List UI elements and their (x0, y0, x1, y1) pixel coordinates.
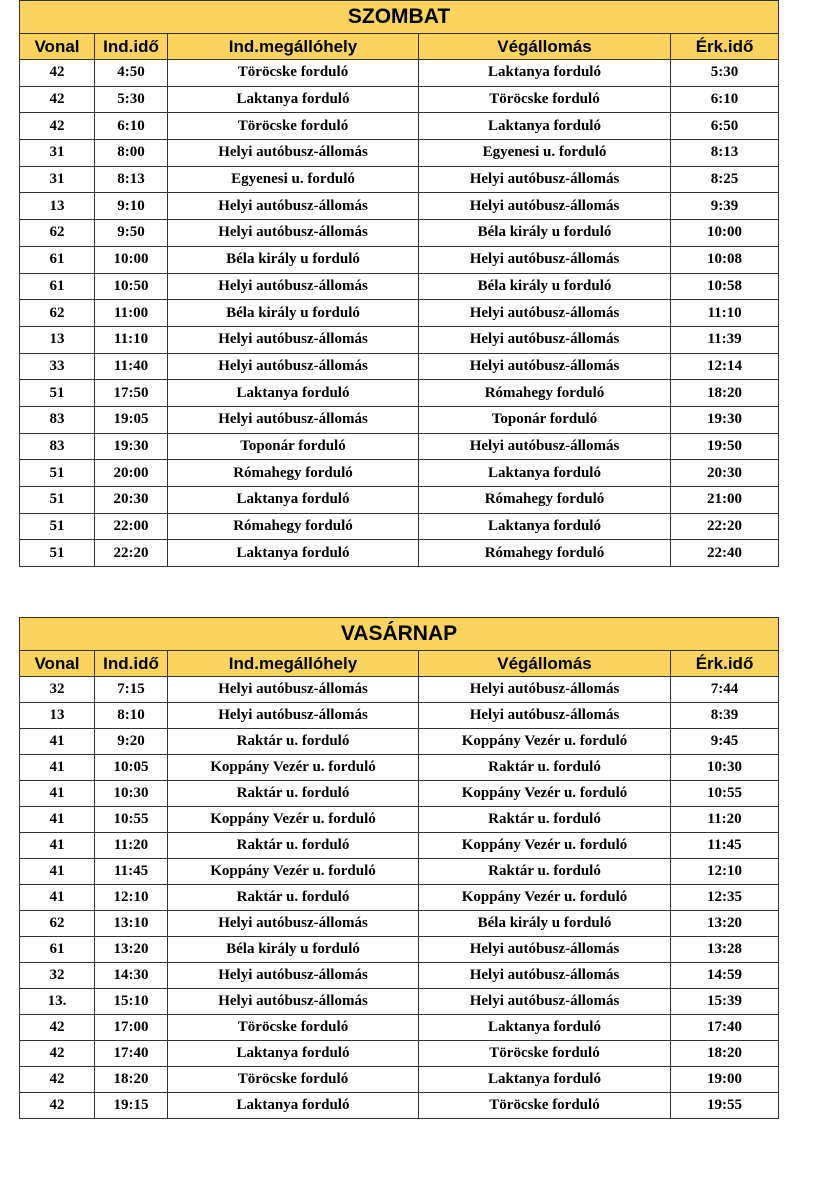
cell-departure-time: 9:20 (95, 729, 168, 755)
cell-line: 42 (20, 1093, 95, 1119)
cell-departure-time: 18:20 (95, 1067, 168, 1093)
cell-departure-time: 20:30 (95, 487, 168, 514)
cell-line: 41 (20, 885, 95, 911)
cell-arrival-time: 20:30 (671, 460, 779, 487)
cell-line: 41 (20, 859, 95, 885)
cell-departure-stop: Helyi autóbusz-állomás (168, 406, 419, 433)
cell-terminus: Egyenesi u. forduló (419, 140, 671, 167)
cell-departure-stop: Töröcske forduló (168, 113, 419, 140)
table-row (20, 380, 779, 407)
cell-arrival-time: 11:39 (671, 326, 779, 353)
cell-departure-time: 9:50 (95, 220, 168, 247)
cell-line: 13 (20, 703, 95, 729)
cell-arrival-time: 21:00 (671, 487, 779, 514)
cell-line: 61 (20, 246, 95, 273)
column-header-line: Vonal (20, 651, 95, 677)
cell-departure-time: 12:10 (95, 885, 168, 911)
cell-arrival-time: 13:20 (671, 911, 779, 937)
cell-arrival-time: 11:20 (671, 807, 779, 833)
sunday-header-row (20, 651, 779, 677)
cell-departure-time: 8:00 (95, 140, 168, 167)
table-row (20, 703, 779, 729)
column-header-line: Vonal (20, 34, 95, 60)
sunday-title: VASÁRNAP (20, 618, 779, 651)
cell-line: 51 (20, 460, 95, 487)
cell-departure-stop: Laktanya forduló (168, 540, 419, 567)
cell-line: 42 (20, 1041, 95, 1067)
cell-departure-stop: Béla király u forduló (168, 246, 419, 273)
cell-line: 51 (20, 513, 95, 540)
cell-terminus: Koppány Vezér u. forduló (419, 729, 671, 755)
cell-arrival-time: 19:55 (671, 1093, 779, 1119)
cell-terminus: Helyi autóbusz-állomás (419, 353, 671, 380)
cell-line: 33 (20, 353, 95, 380)
cell-terminus: Töröcske forduló (419, 1093, 671, 1119)
cell-departure-time: 11:45 (95, 859, 168, 885)
cell-line: 13. (20, 989, 95, 1015)
cell-line: 62 (20, 911, 95, 937)
cell-terminus: Raktár u. forduló (419, 859, 671, 885)
table-row (20, 113, 779, 140)
table-row (20, 781, 779, 807)
table-row (20, 86, 779, 113)
cell-arrival-time: 8:25 (671, 166, 779, 193)
cell-departure-time: 7:15 (95, 677, 168, 703)
cell-terminus: Helyi autóbusz-állomás (419, 703, 671, 729)
cell-arrival-time: 12:35 (671, 885, 779, 911)
cell-departure-stop: Helyi autóbusz-állomás (168, 703, 419, 729)
cell-line: 31 (20, 140, 95, 167)
cell-arrival-time: 19:30 (671, 406, 779, 433)
cell-arrival-time: 19:50 (671, 433, 779, 460)
cell-terminus: Laktanya forduló (419, 60, 671, 87)
column-header-departure-stop: Ind.megállóhely (168, 34, 419, 60)
cell-departure-stop: Toponár forduló (168, 433, 419, 460)
cell-departure-stop: Helyi autóbusz-állomás (168, 677, 419, 703)
cell-departure-stop: Koppány Vezér u. forduló (168, 755, 419, 781)
cell-departure-stop: Koppány Vezér u. forduló (168, 859, 419, 885)
cell-departure-stop: Töröcske forduló (168, 60, 419, 87)
cell-terminus: Helyi autóbusz-állomás (419, 246, 671, 273)
cell-terminus: Laktanya forduló (419, 513, 671, 540)
table-row (20, 166, 779, 193)
cell-line: 51 (20, 380, 95, 407)
cell-terminus: Raktár u. forduló (419, 755, 671, 781)
table-row (20, 60, 779, 87)
cell-departure-stop: Helyi autóbusz-állomás (168, 911, 419, 937)
cell-departure-stop: Béla király u forduló (168, 300, 419, 327)
cell-departure-stop: Laktanya forduló (168, 1041, 419, 1067)
cell-departure-stop: Helyi autóbusz-állomás (168, 353, 419, 380)
table-row (20, 807, 779, 833)
cell-arrival-time: 18:20 (671, 380, 779, 407)
cell-terminus: Raktár u. forduló (419, 807, 671, 833)
cell-arrival-time: 11:45 (671, 833, 779, 859)
cell-arrival-time: 5:30 (671, 60, 779, 87)
cell-terminus: Helyi autóbusz-állomás (419, 326, 671, 353)
table-row (20, 885, 779, 911)
cell-terminus: Béla király u forduló (419, 911, 671, 937)
cell-arrival-time: 18:20 (671, 1041, 779, 1067)
cell-departure-time: 19:15 (95, 1093, 168, 1119)
cell-departure-time: 14:30 (95, 963, 168, 989)
cell-line: 41 (20, 755, 95, 781)
cell-arrival-time: 6:10 (671, 86, 779, 113)
cell-line: 83 (20, 433, 95, 460)
table-row (20, 326, 779, 353)
cell-departure-stop: Helyi autóbusz-állomás (168, 326, 419, 353)
table-row (20, 193, 779, 220)
cell-departure-time: 10:30 (95, 781, 168, 807)
cell-departure-time: 10:55 (95, 807, 168, 833)
cell-arrival-time: 10:30 (671, 755, 779, 781)
cell-departure-time: 19:05 (95, 406, 168, 433)
saturday-timetable (19, 0, 779, 567)
table-row (20, 729, 779, 755)
cell-departure-time: 13:10 (95, 911, 168, 937)
cell-line: 32 (20, 963, 95, 989)
column-header-departure-stop: Ind.megállóhely (168, 651, 419, 677)
cell-departure-time: 6:10 (95, 113, 168, 140)
cell-terminus: Koppány Vezér u. forduló (419, 781, 671, 807)
cell-terminus: Koppány Vezér u. forduló (419, 833, 671, 859)
saturday-rows (20, 60, 779, 567)
table-row (20, 1041, 779, 1067)
cell-departure-stop: Raktár u. forduló (168, 885, 419, 911)
cell-departure-stop: Laktanya forduló (168, 86, 419, 113)
cell-departure-stop: Rómahegy forduló (168, 513, 419, 540)
cell-departure-time: 17:00 (95, 1015, 168, 1041)
cell-line: 31 (20, 166, 95, 193)
cell-departure-stop: Raktár u. forduló (168, 833, 419, 859)
sunday-timetable (19, 617, 779, 1119)
table-row (20, 273, 779, 300)
table-row (20, 677, 779, 703)
cell-departure-time: 17:40 (95, 1041, 168, 1067)
cell-terminus: Helyi autóbusz-állomás (419, 166, 671, 193)
table-row (20, 353, 779, 380)
cell-terminus: Koppány Vezér u. forduló (419, 885, 671, 911)
cell-departure-time: 19:30 (95, 433, 168, 460)
cell-departure-time: 5:30 (95, 86, 168, 113)
cell-terminus: Töröcske forduló (419, 1041, 671, 1067)
cell-line: 32 (20, 677, 95, 703)
cell-arrival-time: 15:39 (671, 989, 779, 1015)
cell-departure-stop: Laktanya forduló (168, 487, 419, 514)
cell-departure-time: 10:05 (95, 755, 168, 781)
cell-line: 61 (20, 937, 95, 963)
cell-terminus: Helyi autóbusz-állomás (419, 433, 671, 460)
cell-arrival-time: 22:20 (671, 513, 779, 540)
table-row (20, 937, 779, 963)
cell-departure-time: 20:00 (95, 460, 168, 487)
table-row (20, 540, 779, 567)
cell-line: 41 (20, 729, 95, 755)
cell-departure-time: 10:00 (95, 246, 168, 273)
saturday-title: SZOMBAT (20, 1, 779, 34)
cell-departure-time: 11:20 (95, 833, 168, 859)
cell-departure-time: 4:50 (95, 60, 168, 87)
column-header-arrival-time: Érk.idő (671, 651, 779, 677)
cell-departure-stop: Helyi autóbusz-állomás (168, 220, 419, 247)
cell-departure-time: 11:00 (95, 300, 168, 327)
cell-arrival-time: 7:44 (671, 677, 779, 703)
table-row (20, 140, 779, 167)
sunday-title-row (20, 618, 779, 651)
cell-line: 83 (20, 406, 95, 433)
cell-departure-time: 8:10 (95, 703, 168, 729)
cell-line: 13 (20, 193, 95, 220)
cell-departure-stop: Töröcske forduló (168, 1067, 419, 1093)
cell-arrival-time: 22:40 (671, 540, 779, 567)
cell-line: 62 (20, 300, 95, 327)
cell-departure-time: 22:00 (95, 513, 168, 540)
cell-arrival-time: 12:14 (671, 353, 779, 380)
cell-arrival-time: 10:55 (671, 781, 779, 807)
table-row (20, 487, 779, 514)
cell-arrival-time: 9:39 (671, 193, 779, 220)
cell-line: 42 (20, 60, 95, 87)
cell-terminus: Rómahegy forduló (419, 540, 671, 567)
cell-departure-time: 13:20 (95, 937, 168, 963)
cell-terminus: Helyi autóbusz-állomás (419, 937, 671, 963)
saturday-title-row (20, 1, 779, 34)
cell-arrival-time: 17:40 (671, 1015, 779, 1041)
cell-departure-time: 10:50 (95, 273, 168, 300)
cell-arrival-time: 8:39 (671, 703, 779, 729)
cell-terminus: Béla király u forduló (419, 273, 671, 300)
cell-arrival-time: 10:00 (671, 220, 779, 247)
cell-arrival-time: 11:10 (671, 300, 779, 327)
sunday-rows (20, 677, 779, 1119)
cell-departure-time: 22:20 (95, 540, 168, 567)
cell-departure-time: 17:50 (95, 380, 168, 407)
cell-departure-time: 11:40 (95, 353, 168, 380)
cell-departure-stop: Béla király u forduló (168, 937, 419, 963)
cell-departure-stop: Helyi autóbusz-állomás (168, 963, 419, 989)
cell-arrival-time: 8:13 (671, 140, 779, 167)
table-row (20, 963, 779, 989)
column-header-terminus: Végállomás (419, 34, 671, 60)
cell-line: 62 (20, 220, 95, 247)
cell-line: 41 (20, 807, 95, 833)
cell-departure-time: 11:10 (95, 326, 168, 353)
cell-arrival-time: 10:08 (671, 246, 779, 273)
table-row (20, 1067, 779, 1093)
cell-arrival-time: 9:45 (671, 729, 779, 755)
cell-line: 51 (20, 487, 95, 514)
table-row (20, 220, 779, 247)
table-row (20, 833, 779, 859)
cell-arrival-time: 19:00 (671, 1067, 779, 1093)
table-row (20, 911, 779, 937)
cell-terminus: Laktanya forduló (419, 1015, 671, 1041)
table-row (20, 859, 779, 885)
cell-terminus: Helyi autóbusz-állomás (419, 989, 671, 1015)
table-row (20, 755, 779, 781)
cell-departure-stop: Helyi autóbusz-állomás (168, 273, 419, 300)
table-row (20, 460, 779, 487)
cell-departure-stop: Rómahegy forduló (168, 460, 419, 487)
cell-arrival-time: 12:10 (671, 859, 779, 885)
cell-line: 42 (20, 113, 95, 140)
cell-departure-stop: Raktár u. forduló (168, 729, 419, 755)
cell-departure-time: 15:10 (95, 989, 168, 1015)
cell-line: 42 (20, 1015, 95, 1041)
cell-line: 61 (20, 273, 95, 300)
cell-departure-stop: Egyenesi u. forduló (168, 166, 419, 193)
cell-departure-stop: Koppány Vezér u. forduló (168, 807, 419, 833)
column-header-terminus: Végállomás (419, 651, 671, 677)
cell-terminus: Töröcske forduló (419, 86, 671, 113)
column-header-departure-time: Ind.idő (95, 34, 168, 60)
column-header-arrival-time: Érk.idő (671, 34, 779, 60)
cell-terminus: Helyi autóbusz-állomás (419, 963, 671, 989)
cell-arrival-time: 14:59 (671, 963, 779, 989)
cell-terminus: Rómahegy forduló (419, 380, 671, 407)
cell-departure-stop: Laktanya forduló (168, 380, 419, 407)
cell-terminus: Béla király u forduló (419, 220, 671, 247)
cell-terminus: Laktanya forduló (419, 113, 671, 140)
table-row (20, 1015, 779, 1041)
cell-departure-stop: Raktár u. forduló (168, 781, 419, 807)
cell-terminus: Rómahegy forduló (419, 487, 671, 514)
table-row (20, 246, 779, 273)
cell-departure-stop: Laktanya forduló (168, 1093, 419, 1119)
table-row (20, 300, 779, 327)
cell-terminus: Laktanya forduló (419, 1067, 671, 1093)
cell-departure-stop: Helyi autóbusz-állomás (168, 140, 419, 167)
table-row (20, 989, 779, 1015)
cell-terminus: Helyi autóbusz-állomás (419, 193, 671, 220)
cell-terminus: Toponár forduló (419, 406, 671, 433)
cell-line: 41 (20, 781, 95, 807)
cell-line: 42 (20, 1067, 95, 1093)
cell-arrival-time: 10:58 (671, 273, 779, 300)
column-header-departure-time: Ind.idő (95, 651, 168, 677)
cell-line: 13 (20, 326, 95, 353)
cell-departure-stop: Helyi autóbusz-állomás (168, 193, 419, 220)
cell-departure-time: 9:10 (95, 193, 168, 220)
cell-line: 42 (20, 86, 95, 113)
cell-departure-time: 8:13 (95, 166, 168, 193)
table-row (20, 1093, 779, 1119)
saturday-header-row (20, 34, 779, 60)
table-row (20, 513, 779, 540)
table-row (20, 433, 779, 460)
cell-arrival-time: 13:28 (671, 937, 779, 963)
cell-departure-stop: Helyi autóbusz-állomás (168, 989, 419, 1015)
cell-terminus: Helyi autóbusz-állomás (419, 300, 671, 327)
cell-departure-stop: Töröcske forduló (168, 1015, 419, 1041)
cell-line: 51 (20, 540, 95, 567)
cell-line: 41 (20, 833, 95, 859)
cell-terminus: Helyi autóbusz-állomás (419, 677, 671, 703)
cell-arrival-time: 6:50 (671, 113, 779, 140)
table-row (20, 406, 779, 433)
cell-terminus: Laktanya forduló (419, 460, 671, 487)
